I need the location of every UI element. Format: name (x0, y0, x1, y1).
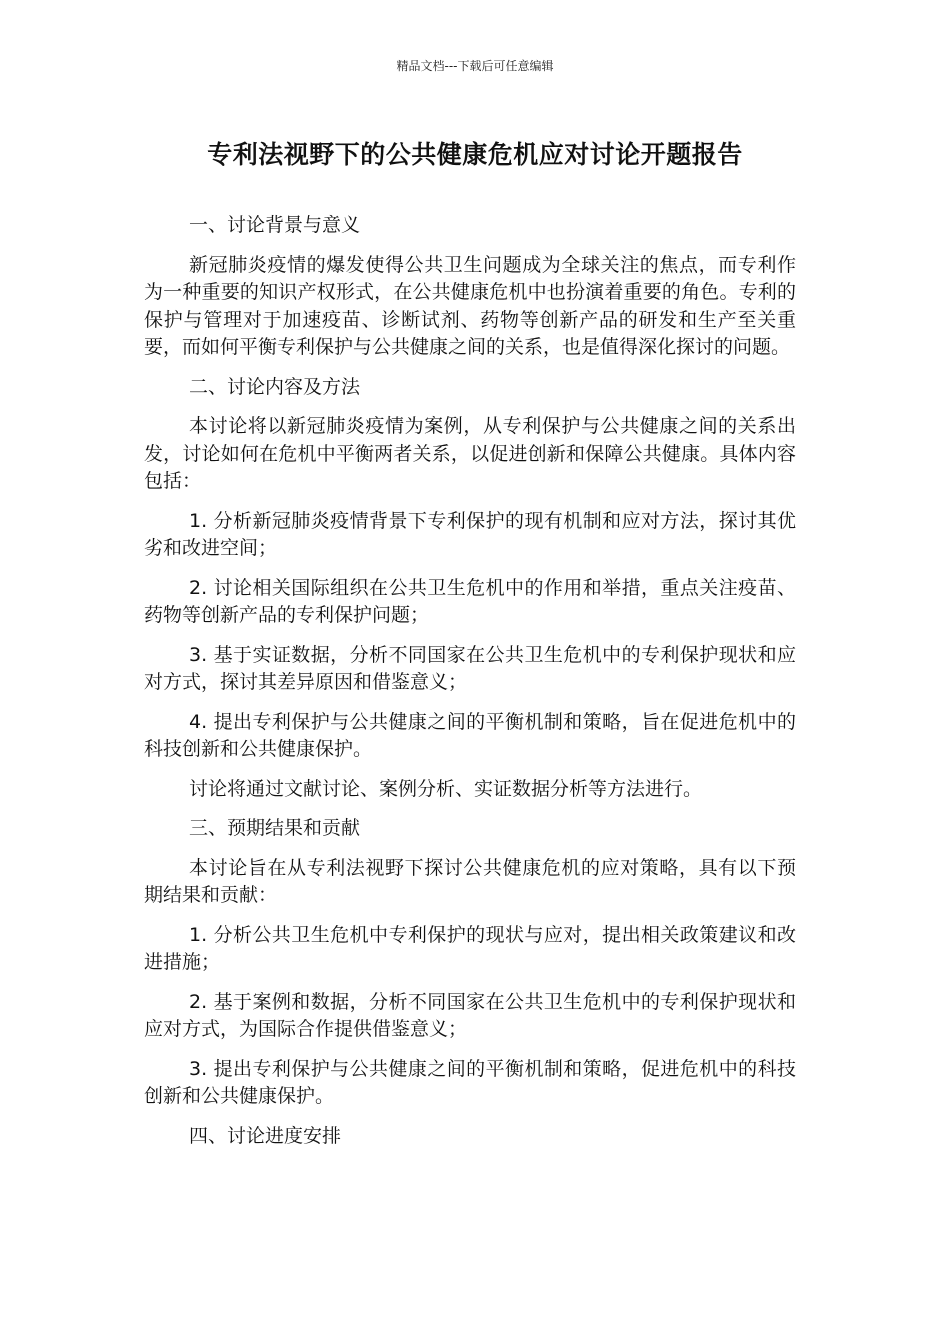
list-item-content-2: 2. 讨论相关国际组织在公共卫生危机中的作用和举措，重点关注疫苗、药物等创新产品的专利保护问题； (144, 576, 796, 626)
list-item-results-1: 1. 分析公共卫生危机中专利保护的现状与应对，提出相关政策建议和改进措施； (144, 923, 796, 973)
paragraph-background: 新冠肺炎疫情的爆发使得公共卫生问题成为全球关注的焦点，而专利作为一种重要的知识产权形式，在公共健康危机中也扮演着重要的角色。专利的保护与管理对于加速疫苗、诊断试剂、药物等创新产品的研发和生产至关重要，而如何平衡专利保护与公共健康之间的关系，也是值得深化探讨的问题。 (144, 253, 796, 358)
paragraph-content-intro: 本讨论将以新冠肺炎疫情为案例，从专利保护与公共健康之间的关系出发，讨论如何在危机中平衡两者关系，以促进创新和保障公共健康。具体内容包括： (144, 415, 796, 492)
section-heading-background: 一、讨论背景与意义 (189, 214, 361, 236)
paragraph-methods: 讨论将通过文献讨论、案例分析、实证数据分析等方法进行。 (189, 777, 703, 800)
section-heading-schedule: 四、讨论进度安排 (189, 1124, 342, 1147)
list-item-results-3: 3. 提出专利保护与公共健康之间的平衡机制和策略，促进危机中的科技创新和公共健康保护。 (144, 1057, 796, 1107)
document-title: 专利法视野下的公共健康危机应对讨论开题报告 (207, 140, 743, 169)
list-item-content-4: 4. 提出专利保护与公共健康之间的平衡机制和策略，旨在促进危机中的科技创新和公共健康保护。 (144, 710, 796, 760)
list-item-content-3: 3. 基于实证数据，分析不同国家在公共卫生危机中的专利保护现状和应对方式，探讨其差异原因和借鉴意义； (144, 643, 796, 693)
document-body (144, 212, 796, 1162)
paragraph-results-intro: 本讨论旨在从专利法视野下探讨公共健康危机的应对策略，具有以下预期结果和贡献： (144, 856, 796, 906)
list-item-results-2: 2. 基于案例和数据，分析不同国家在公共卫生危机中的专利保护现状和应对方式，为国际合作提供借鉴意义； (144, 990, 796, 1040)
section-heading-content-method: 二、讨论内容及方法 (189, 375, 361, 398)
list-item-content-1: 1. 分析新冠肺炎疫情背景下专利保护的现有机制和应对方法，探讨其优劣和改进空间； (144, 509, 796, 559)
section-heading-expected-results: 三、预期结果和贡献 (189, 817, 361, 839)
page-header: 精品文档---下载后可任意编辑 (396, 59, 554, 73)
